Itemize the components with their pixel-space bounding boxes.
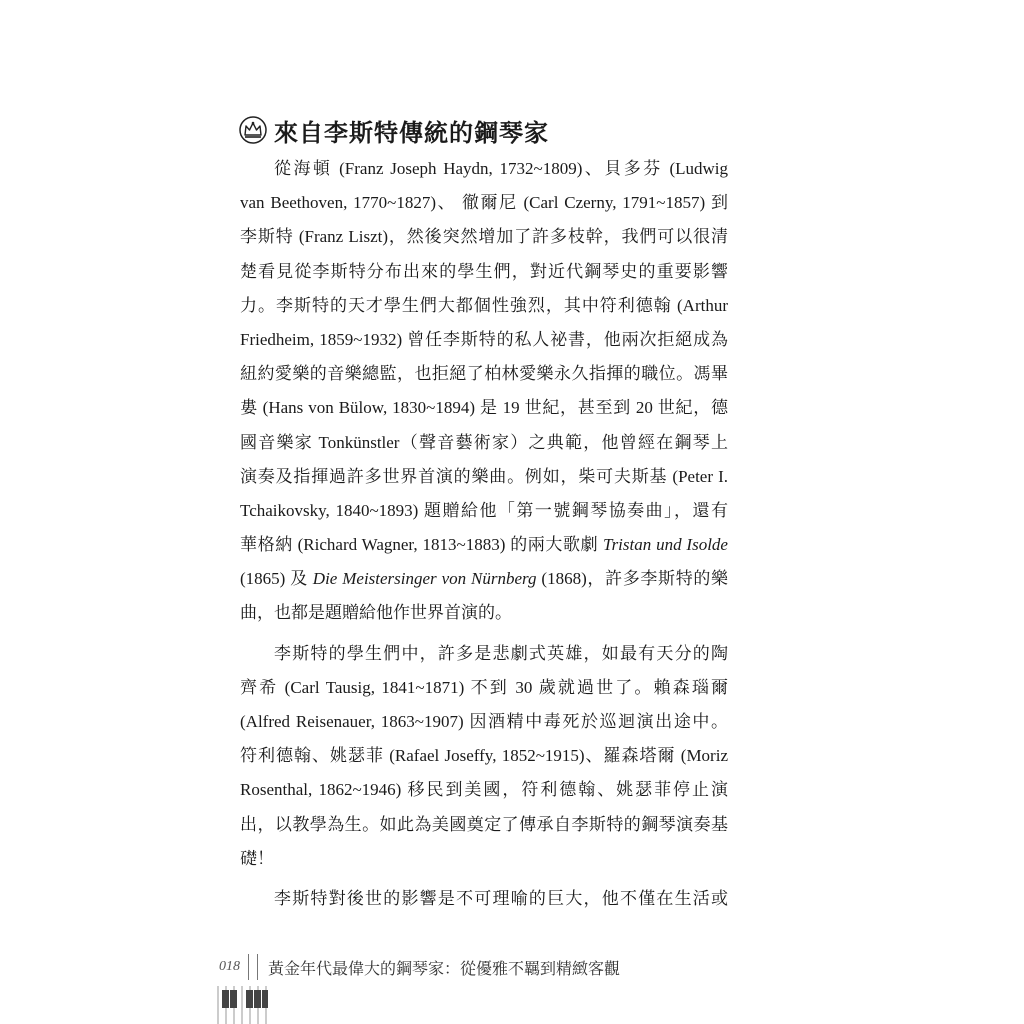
text-line: 演奏及指揮過許多世界首演的樂曲。例如，柴可夫斯基 (Peter I. [240,466,728,486]
text-line: 出，以教學為生。如此為美國奠定了傳承自李斯特的鋼琴演奏基 [240,814,728,834]
text-line: 紐約愛樂的音樂總監，也拒絕了柏林愛樂永久指揮的職位。馮畢 [240,364,728,384]
text-line: 李斯特對後世的影響是不可理喻的巨大，他不僅在生活或 [274,888,728,908]
text-line: Tchaikovsky, 1840~1893) 題贈給他「第一號鋼琴協奏曲」，還有 [240,500,728,520]
piano-keys-icon [212,986,272,1024]
text-line: 國音樂家 Tonkünstler（聲音藝術家）之典範，他曾經在鋼琴上 [240,432,728,452]
text-line: Friedheim, 1859~1932) 曾任李斯特的私人祕書，他兩次拒絕成為 [240,329,728,349]
crown-icon [238,115,268,145]
opera-title: Die Meistersinger von Nürnberg [312,569,537,589]
text-line: 婁 (Hans von Bülow, 1830~1894) 是 19 世紀，甚至到 20 世紀，德 [240,398,728,418]
text-line [240,562,728,596]
text-line: 礎！ [240,848,274,868]
page-footer [200,952,620,982]
text-segment: (1865) 及 [240,569,313,589]
text-line [240,528,728,562]
article-body [240,152,728,916]
opera-title: Tristan und Isolde [603,535,728,555]
text-segment: 華格納 (Richard Wagner, 1813~1883) 的兩大歌劇 [240,535,604,555]
text-segment: (1868)，許多李斯特的樂 [536,569,728,589]
text-line: Rosenthal, 1862~1946) 移民到美國，符利德翰、姚瑟菲停止演 [240,780,728,800]
text-line: 從海頓 (Franz Joseph Haydn, 1732~1809)、貝多芬 (Ludwig [274,159,728,178]
section-title: 來自李斯特傳統的鋼琴家 [274,118,549,147]
text-line: 李斯特 (Franz Liszt)，然後突然增加了許多枝幹，我們可以很清 [240,227,728,247]
text-line: 李斯特的學生們中，許多是悲劇式英雄，如最有天分的陶 [274,643,728,663]
footer-divider [248,954,258,980]
text-line: 楚看見從李斯特分布出來的學生們，對近代鋼琴史的重要影響 [240,261,728,281]
text-line: (Alfred Reisenauer, 1863~1907) 因酒精中毒死於巡迴演出途中。 [240,712,728,731]
text-line: van Beethoven, 1770~1827)、 徹爾尼 (Carl Czerny, 1791~1857) 到 [240,193,728,213]
text-line: 曲，也都是題贈給他作世界首演的。 [240,603,512,623]
text-line: 符利德翰、姚瑟菲 (Rafael Joseffy, 1852~1915)、羅森塔爾 (Moriz [240,746,728,766]
section-heading [238,112,549,148]
text-line: 力。李斯特的天才學生們大都個性強烈，其中符利德翰 (Arthur [240,295,728,315]
text-line: 齊希 (Carl Tausig, 1841~1871) 不到 30 歲就過世了。賴森瑙爾 [240,677,728,697]
book-title: 黃金年代最偉大的鋼琴家：從優雅不羈到精緻客觀 [268,958,621,978]
page-number: 018 [219,959,240,974]
